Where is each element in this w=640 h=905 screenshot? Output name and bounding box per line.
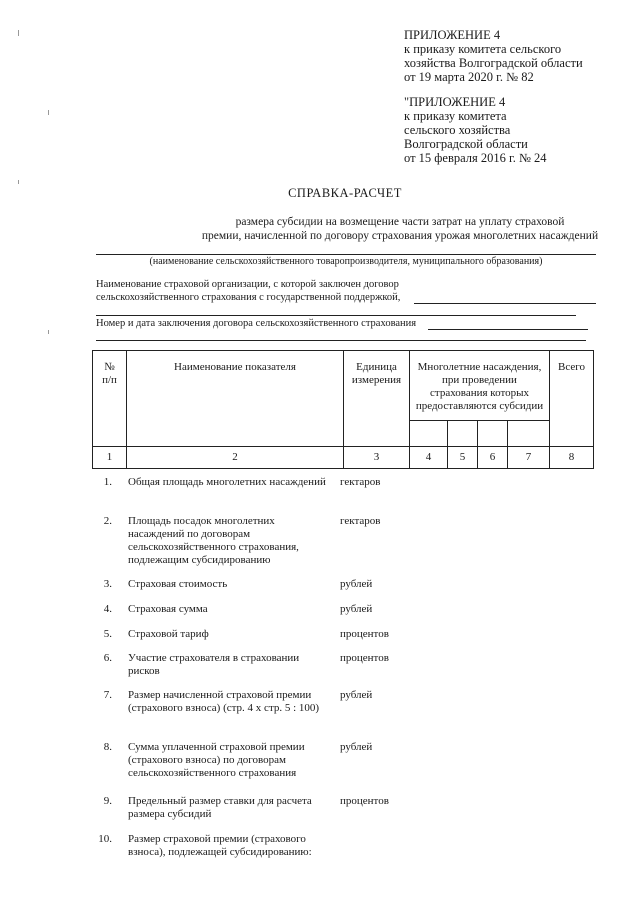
subcol-empty bbox=[508, 421, 550, 447]
insurer-label-line1: Наименование страховой организации, с которой заключен договор bbox=[96, 279, 399, 290]
row-indicator: Общая площадь многолетних насаждений bbox=[128, 476, 326, 488]
index-cell: 7 bbox=[508, 447, 550, 469]
row-number: 4. bbox=[103, 603, 112, 615]
row-indicator: Страховая сумма bbox=[128, 603, 208, 615]
row-unit: рублей bbox=[340, 578, 373, 590]
document-title: СПРАВКА-РАСЧЕТ bbox=[288, 186, 402, 200]
index-cell: 8 bbox=[550, 447, 594, 469]
subcol-empty bbox=[410, 421, 448, 447]
header-line: от 15 февраля 2016 г. № 24 bbox=[404, 151, 547, 165]
row-number: 10. bbox=[98, 833, 112, 845]
row-number: 3. bbox=[103, 578, 112, 590]
row-unit: гектаров bbox=[340, 476, 381, 488]
subcol-empty bbox=[478, 421, 508, 447]
contract-field-line bbox=[428, 329, 588, 330]
producer-underline bbox=[96, 254, 596, 255]
row-indicator: Участие страхователя в страховании рисков bbox=[128, 652, 300, 677]
header-line: ПРИЛОЖЕНИЕ 4 bbox=[404, 28, 501, 42]
col-header-total: Всего bbox=[550, 351, 594, 447]
index-cell: 1 bbox=[93, 447, 127, 469]
row-unit: процентов bbox=[340, 652, 389, 664]
row-unit: процентов bbox=[340, 795, 389, 807]
row-number: 6. bbox=[103, 652, 112, 664]
row-indicator: Размер начисленной страховой премии (страхового взноса) (стр. 4 x стр. 5 : 100) bbox=[128, 689, 320, 714]
index-cell: 5 bbox=[448, 447, 478, 469]
contract-label: Номер и дата заключения договора сельскохозяйственного страхования bbox=[96, 318, 417, 329]
document-subtitle bbox=[120, 215, 640, 243]
row-indicator: Площадь посадок многолетних насаждений по договорам сельскохозяйственного страхования, подлежащим субсидированию bbox=[128, 515, 299, 566]
scan-artifact bbox=[48, 110, 49, 115]
index-cell: 2 bbox=[127, 447, 344, 469]
row-number: 8. bbox=[103, 741, 112, 753]
insurer-label-line2: сельскохозяйственного страхования с государственной поддержкой, bbox=[96, 292, 401, 303]
row-number: 9. bbox=[103, 795, 112, 807]
row-unit: гектаров bbox=[340, 515, 381, 527]
index-cell: 3 bbox=[344, 447, 410, 469]
insurer-field-line bbox=[414, 303, 596, 304]
producer-caption: (наименование сельскохозяйственного товаропроизводителя, муниципального образования) bbox=[149, 256, 543, 267]
col-header-perennial-plantings: Многолетние насаждения, при проведении страхования которых предоставляются субсидии bbox=[410, 351, 550, 421]
subcol-empty bbox=[448, 421, 478, 447]
row-indicator: Страховой тариф bbox=[128, 628, 209, 640]
header-line: Волгоградской области bbox=[404, 137, 528, 151]
row-number: 2. bbox=[103, 515, 112, 527]
subtitle-line: премии, начисленной по договору страхования урожая многолетних насаждений bbox=[201, 230, 599, 242]
header-line: "ПРИЛОЖЕНИЕ 4 bbox=[404, 95, 506, 109]
subtitle-line: размера субсидии на возмещение части затрат на уплату страховой bbox=[235, 216, 565, 228]
scan-artifact bbox=[18, 30, 19, 36]
scan-artifact bbox=[18, 180, 19, 184]
row-number: 7. bbox=[103, 689, 112, 701]
insurer-field-line-2 bbox=[96, 315, 576, 316]
header-line: от 19 марта 2020 г. № 82 bbox=[404, 70, 534, 84]
row-unit: рублей bbox=[340, 741, 373, 753]
header-line: хозяйства Волгоградской области bbox=[404, 56, 583, 70]
row-indicator: Сумма уплаченной страховой премии (страхового взноса) по договорам сельскохозяйственного страхования bbox=[128, 741, 305, 779]
header-line: к приказу комитета bbox=[404, 109, 507, 123]
header-line: к приказу комитета сельского bbox=[404, 42, 562, 56]
col-header-unit: Единица измерения bbox=[344, 351, 410, 447]
calculation-table-header bbox=[92, 350, 594, 469]
row-unit: рублей bbox=[340, 689, 373, 701]
scan-artifact bbox=[48, 330, 49, 334]
row-number: 1. bbox=[103, 476, 112, 488]
row-unit: процентов bbox=[340, 628, 389, 640]
contract-field-line-2 bbox=[96, 340, 586, 341]
index-cell: 6 bbox=[478, 447, 508, 469]
col-header-indicator: Наименование показателя bbox=[127, 351, 344, 447]
col-header-number: № п/п bbox=[93, 351, 127, 447]
header-line: сельского хозяйства bbox=[404, 123, 511, 137]
appendix-header-original bbox=[404, 95, 547, 165]
row-unit: рублей bbox=[340, 603, 373, 615]
row-number: 5. bbox=[103, 628, 112, 640]
row-indicator: Страховая стоимость bbox=[128, 578, 228, 590]
appendix-header-current bbox=[404, 28, 583, 84]
index-cell: 4 bbox=[410, 447, 448, 469]
row-indicator: Размер страховой премии (страхового взноса), подлежащей субсидированию: bbox=[128, 833, 312, 858]
row-indicator: Предельный размер ставки для расчета размера субсидий bbox=[128, 795, 312, 820]
